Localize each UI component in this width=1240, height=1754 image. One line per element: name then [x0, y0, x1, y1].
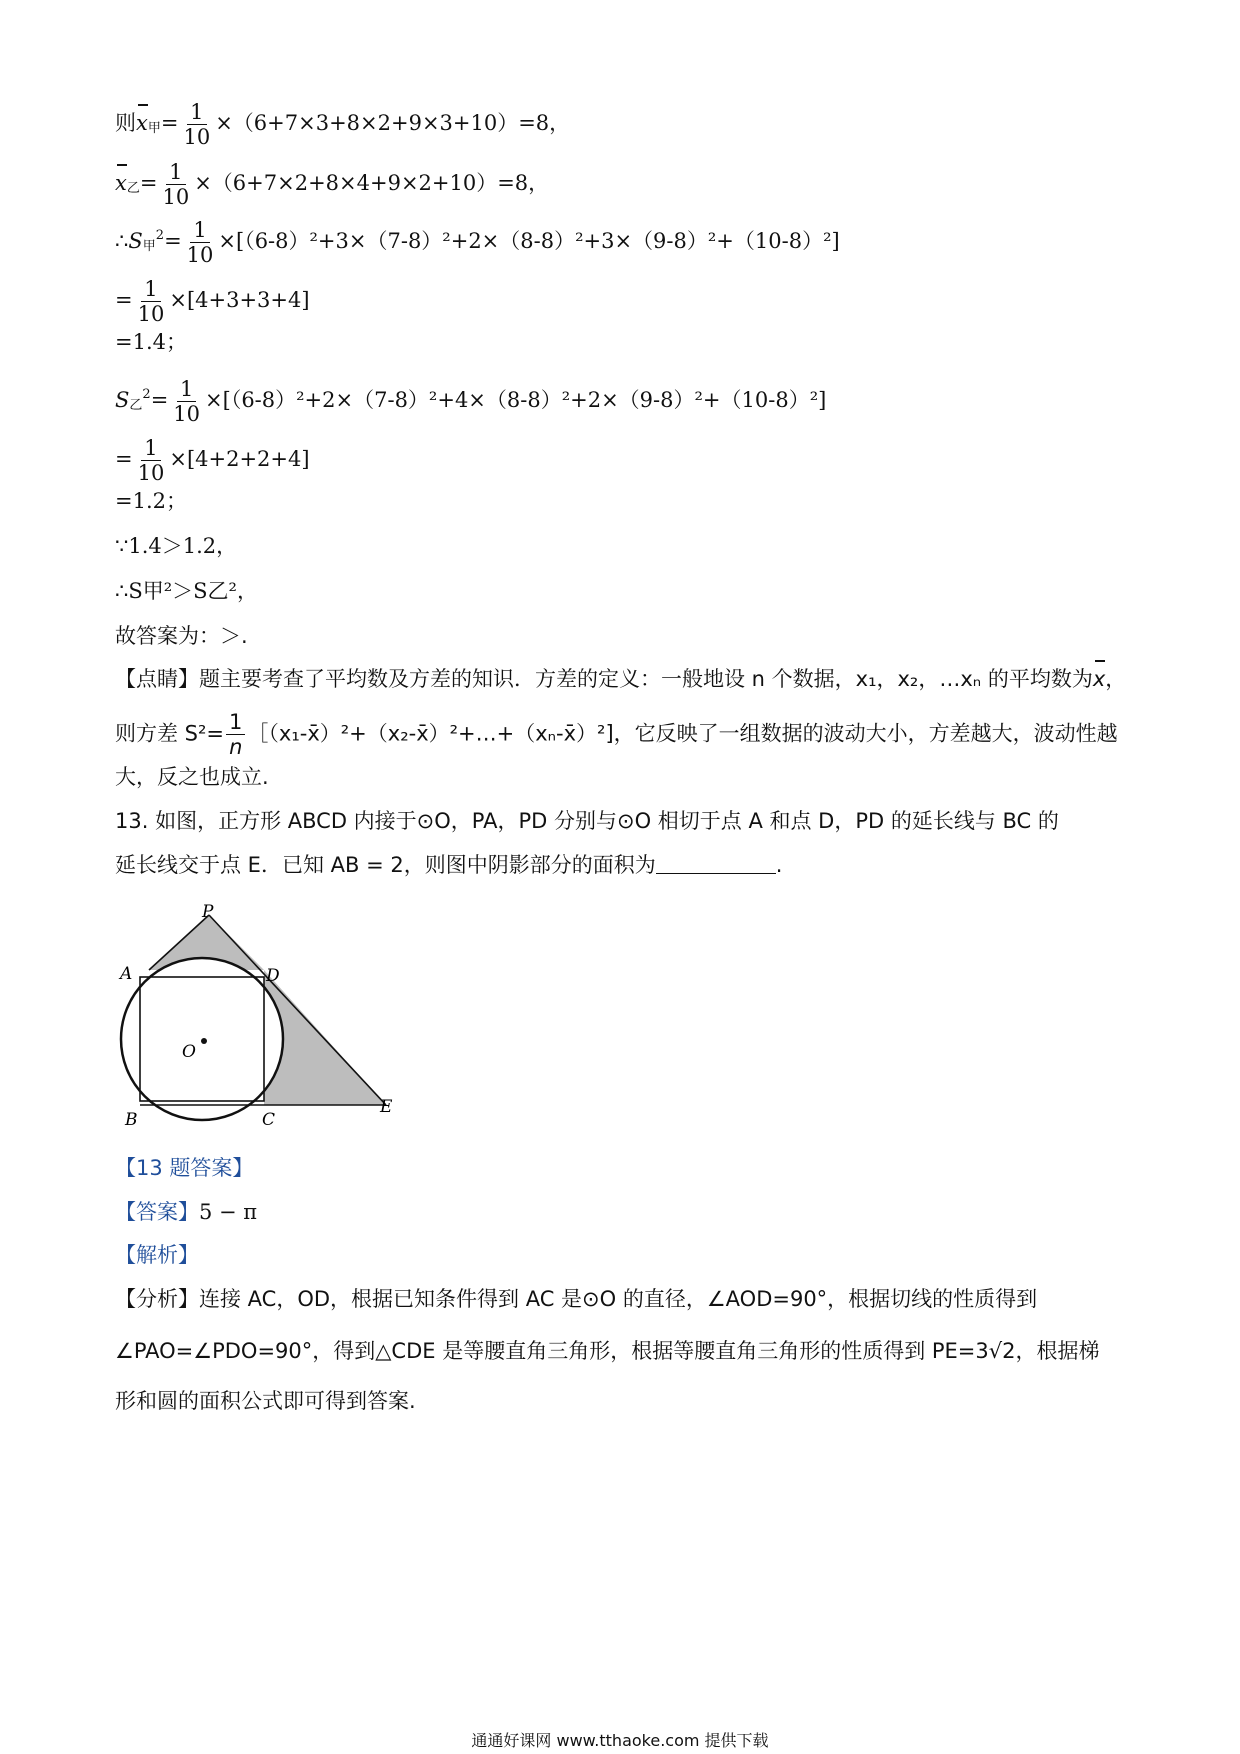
answer-heading: 【13 题答案】 — [115, 1156, 254, 1180]
fraction: $\frac{1}{10}$ — [186, 218, 214, 267]
note-line-1: 【点睛】题主要考查了平均数及方差的知识．方差的定义：一般地设 n 个数据，x₁，x₂，…xₙ 的平均数为x， — [115, 664, 1126, 694]
variance-jia-result: =1.4； — [115, 330, 187, 354]
fraction: $\frac{1}{10}$ — [137, 277, 165, 326]
label-d: D — [266, 966, 280, 986]
answer-blank — [656, 853, 776, 874]
question-13-line-2: 延长线交于点 E．已知 AB = 2，则图中阴影部分的面积为 . — [115, 853, 783, 877]
x-bar-symbol: x — [115, 168, 127, 198]
answer-value-line — [115, 1197, 257, 1227]
variance-yi-result: =1.2； — [115, 489, 187, 513]
x-bar-symbol: x — [136, 108, 148, 138]
fraction: $\frac{1}{10}$ — [162, 160, 190, 209]
fraction: $\frac{1}{10}$ — [183, 100, 211, 149]
label-o: O — [182, 1042, 196, 1062]
variance-jia-line: ∴S甲$^2$= $\frac{1}{10}$ ×[（6-8）²+3×（7-8）²+2×（8-8）²+3×（9-8）²+（10-8）²] — [115, 218, 840, 267]
analysis-line-3: 形和圆的面积公式即可得到答案. — [115, 1389, 416, 1413]
x-bar-symbol: x — [1093, 664, 1105, 694]
answer-line: 故答案为：＞. — [115, 624, 248, 648]
center-point — [201, 1038, 207, 1044]
note-line-2: 则方差 S²= $\frac{1}{n}$ ［（x₁-x̄）²+（x₂-x̄）²+…+（xₙ-x̄）²]，它反映了一组数据的波动大小，方差越大，波动性越 — [115, 710, 1118, 759]
analysis-tag: 【解析】 — [115, 1243, 199, 1267]
mean-yi-line: x乙= $\frac{1}{10}$ ×（6+7×2+8×4+9×2+10）=8， — [115, 160, 550, 209]
geometry-figure — [115, 895, 415, 1135]
conclusion-line: ∴S甲²＞S乙²， — [115, 579, 258, 603]
analysis-line-1: 【分析】连接 AC，OD，根据已知条件得到 AC 是⊙O 的直径，∠AOD=90°，根据切线的性质得到 — [115, 1287, 1038, 1311]
answer-value: 5 − π — [199, 1200, 258, 1224]
fraction: $\frac{1}{n}$ — [226, 710, 245, 759]
variance-yi-step: = $\frac{1}{10}$ ×[4+2+2+4] — [115, 436, 310, 485]
analysis-label: 【分析】 — [115, 1287, 199, 1311]
comparison-line: ∵1.4＞1.2， — [115, 534, 238, 558]
label-c: C — [262, 1110, 276, 1130]
footer-text: 通通好课网 www.tthaoke.com 提供下载 — [471, 1731, 769, 1750]
fraction: $\frac{1}{10}$ — [173, 377, 201, 426]
note-line-3: 大，反之也成立. — [115, 765, 269, 789]
label-b: B — [125, 1110, 138, 1130]
variance-yi-line: S乙$^2$= $\frac{1}{10}$ ×[（6-8）²+2×（7-8）²+4×（8-8）²+2×（9-8）²+（10-8）²] — [115, 377, 827, 426]
label-e: E — [380, 1097, 393, 1117]
question-13-line-1: 13. 如图，正方形 ABCD 内接于⊙O，PA，PD 分别与⊙O 相切于点 A 和点 D，PD 的延长线与 BC 的 — [115, 809, 1059, 833]
label-p: P — [202, 902, 214, 922]
answer-tag: 【答案】 — [115, 1200, 199, 1224]
variance-jia-step: = $\frac{1}{10}$ ×[4+3+3+4] — [115, 277, 310, 326]
analysis-line-2: ∠PAO=∠PDO=90°，得到△CDE 是等腰直角三角形，根据等腰直角三角形的性质得到 PE=3√2，根据梯 — [115, 1339, 1100, 1363]
mean-jia-line: 则x甲= $\frac{1}{10}$ ×（6+7×3+8×2+9×3+10）=8， — [115, 100, 571, 149]
note-tag: 【点睛】 — [115, 667, 199, 691]
label-a: A — [120, 964, 133, 984]
fraction: $\frac{1}{10}$ — [137, 436, 165, 485]
